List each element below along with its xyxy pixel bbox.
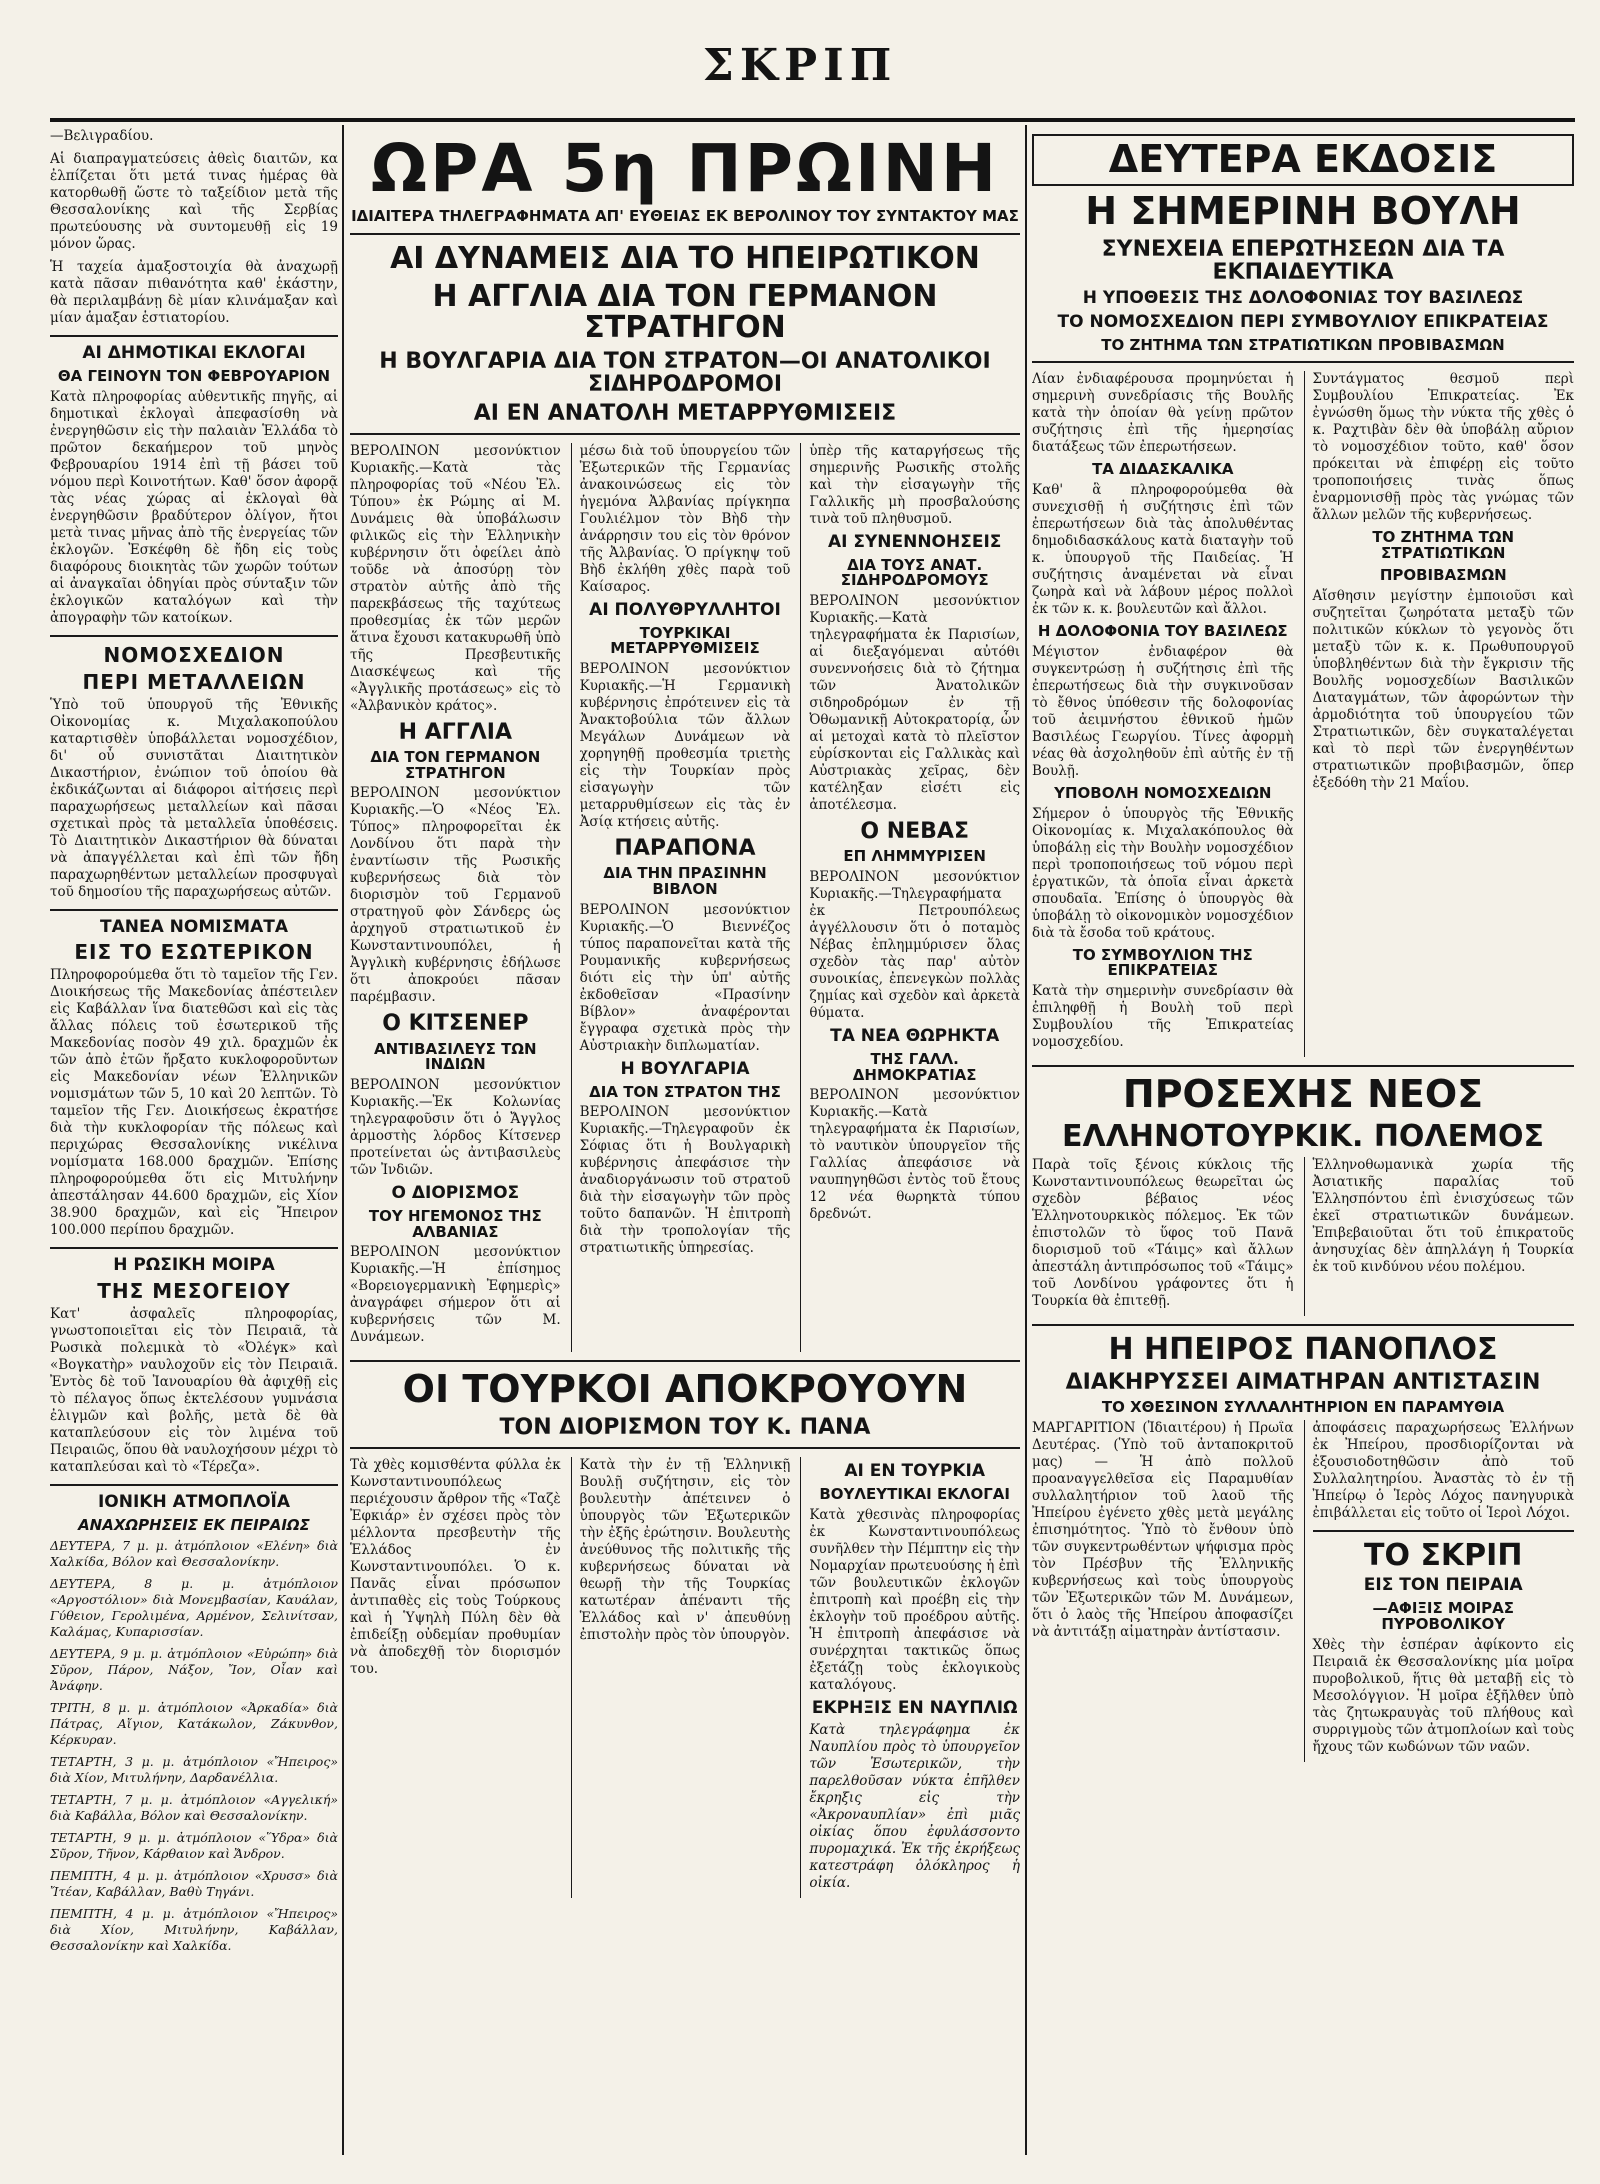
war-columns bbox=[1032, 1157, 1574, 1316]
column-divider bbox=[342, 125, 344, 2155]
article-text: Συντάγματος θεσμοῦ περὶ Συμβουλίου Ἐπικρατείας. Ἐκ ἐγνώσθη ὅμως τὴν νύκτα τῆς χθὲς ὁ κ. Ραχτιβὰν δὲν θὰ ὑποβάλῃ αὔριον τὸ νομοσχέδιον τοῦτο, καθ' ὅσον πρόκειται νὰ ἐπιφέρῃ εἰς τοῦτο τροποποιήσεις τινὰς ὅπως ἐναρμονισθῇ πρὸς τὰς γνώμας τῶν ἄλλων μελῶν τῆς κυβερνήσεως. bbox=[1312, 371, 1574, 524]
article-text: ΒΕΡΟΛΙΝΟΝ μεσονύκτιον Κυριακῆς.—Κατὰ τὰς πληροφορίας τοῦ «Νέου Ἐλ. Τύπου» ἐκ Ρώμης αἱ Μ. Δυνάμεις θὰ ὑποβάλωσιν φιλικῶς εἰς τὴν Ἑλληνικὴν κυβέρνησιν ὅτι ὀφείλει ἀπὸ τοῦδε νὰ ἀποσύρῃ τὸν στρατὸν αὐτῆς ἀπὸ τῆς παρεκβάσεως τῆς ταχύτεως προθεσμίας ἐκ τῶν μερῶν ἅτινα ἔχουσι κατακυρωθῆ ὑπὸ τῆς Πρεσβευτικῆς Διασκέψεως καὶ τῆς «Ἀγγλικῆς προτάσεως» εἰς τὸ «Ἀλβανικὸν κράτος». bbox=[350, 442, 561, 714]
article-text: Λίαν ἐνδιαφέρουσα προμηνύεται ἡ σημερινὴ συνεδρίασις τῆς Βουλῆς κατὰ τὴν ὁποίαν θὰ γείνῃ πρῶτον συζήτησις ἐπὶ τῆς ἡμερησίας διατάξεως τῶν ἐπερωτήσεων. bbox=[1032, 371, 1294, 456]
middle-column bbox=[350, 128, 1020, 2148]
article-text: ΒΕΡΟΛΙΝΟΝ μεσονύκτιον Κυριακῆς.—Ἡ ἐπίσημος «Βορειογερμανικὴ Ἐφημερὶς» ἀναγράφει σήμερον ὅτι αἱ κυβερνήσεις τῶν Μ. Δυνάμεων. bbox=[350, 1244, 561, 1346]
subheadline: ΕΠ ΛΗΜΜΥΡΙΣΕΝ bbox=[843, 847, 986, 866]
telegram-column bbox=[571, 443, 791, 1353]
subheadline: ΤΟΥΡΚΙΚΑΙ ΜΕΤΑΡΡΥΘΜΙΣΕΙΣ bbox=[610, 623, 760, 658]
schedule-line: ΔΕΥΤΕΡΑ, 8 μ. μ. ἀτμόπλοιον «Αργοστόλιον» διὰ Μονεμβασίαν, Καυάλαν, Γύθειον, Γερολιμένα, Αρμένον, Σελινίτσαν, Καλάμας, Κυπαρισσίαν. bbox=[50, 1575, 338, 1639]
epirus-columns bbox=[1032, 1420, 1574, 1762]
headline: Η ΣΗΜΕΡΙΝΗ ΒΟΥΛΗ bbox=[1085, 188, 1521, 233]
article-text: ΒΕΡΟΛΙΝΟΝ μεσονύκτιον Κυριακῆς.—Ὁ Βιεννέζος τύπος παραπονεῖται κατὰ τῆς Ρουμανικῆς κυβερνήσεως διότι εἰς τὴν ὑπ' αὐτῆς ἐκδοθεῖσαν «Πρασίνην Βίβλον» ἀναφέρονται ἔγγραφα σχετικὰ πρὸς τὴν Αὐστριακὴν διπλωματίαν. bbox=[579, 901, 791, 1054]
divider bbox=[1032, 361, 1574, 363]
subheadline: ΠΕΡΙ ΜΕΤΑΛΛΕΙΩΝ bbox=[82, 669, 306, 694]
divider bbox=[350, 233, 1020, 235]
subheadline: ΒΟΥΛΕΥΤΙΚΑΙ ΕΚΛΟΓΑΙ bbox=[819, 1485, 1010, 1504]
headline: Η ΒΟΥΛΓΑΡΙΑ bbox=[620, 1058, 750, 1079]
subheadline: ΤΟΥ ΗΓΕΜΟΝΟΣ ΤΗΣ ΑΛΒΑΝΙΑΣ bbox=[368, 1206, 542, 1241]
divider bbox=[1032, 1065, 1574, 1067]
article-text: ΒΕΡΟΛΙΝΟΝ μεσονύκτιον Κυριακῆς.—Κατὰ τηλεγραφήματα ἐκ Παρισίων, τὸ ναυτικὸν ὑπουργεῖον τῆς Γαλλίας ἀπεφάσισε νὰ ναυπηγηθῶσι ἐντὸς τοῦ ἔτους 12 νέα θωρηκτὰ τύπου δρεδνώτ. bbox=[809, 1087, 1020, 1223]
headline: Η ΑΓΓΛΙΑ ΔΙΑ ΤΟΝ ΓΕΡΜΑΝΟΝ ΣΤΡΑΤΗΓΟΝ bbox=[432, 278, 938, 346]
headline: ΕΛΛΗΝΟΤΟΥΡΚΙΚ. ΠΟΛΕΜΟΣ bbox=[1062, 1119, 1544, 1155]
headline: ΑΙ ΕΝ ΑΝΑΤΟΛΗ ΜΕΤΑΡΡΥΘΜΙΣΕΙΣ bbox=[473, 400, 897, 426]
article-text: μέσω διὰ τοῦ ὑπουργείου τῶν Ἐξωτερικῶν τῆς Γερμανίας ἀνακοινώσεως εἰς τὸν ἡγεμόνα Ἀλβανίας πρίγκηπα Γουλιέλμον τὸν Βὴδ τὴν ἀνάρρησιν του εἰς τὸν θρόνον τῆς Ἀλβανίας. Ὁ πρίγκηψ τοῦ Βὴδ ἐκλήθη χθὲς παρὰ τοῦ Καίσαρος. bbox=[579, 442, 791, 595]
article-text: Σήμερον ὁ ὑπουργὸς τῆς Ἐθνικῆς Οἰκονομίας κ. Μιχαλακόπουλος θὰ ὑποβάλῃ εἰς τὴν Βουλὴν νομοσχέδιον περὶ τροποποιήσεως τοῦ νόμου περὶ ἐργατικῶν, τὰ ὁποῖα εἶναι ἀρκετὰ σπουδαῖα. Ἐπίσης ὁ ὑπουργὸς θὰ ὑποβάλῃ τὸ οἰκονομικὸν νομοσχέδιον διὰ τὰ ἔσοδα τοῦ κράτους. bbox=[1032, 805, 1294, 941]
article-text: ΜΑΡΓΑΡΙΤΙΟΝ (Ἰδιαιτέρου) ἡ Πρωΐα Δευτέρας. (Ὑπὸ τοῦ ἀνταποκριτοῦ μας) — Ἡ ἀπὸ πολλοῦ προαναγγελθεῖσα εἰς Παραμυθίαν συλλαλητήριον τοῦ λαοῦ τῆς Ἠπείρου ἐγένετο χθὲς μετὰ μεγάλης ἐπισημότητος. Ὑπὸ τὸ ἔνθουν ὑπὸ τῶν συγκεντρωθέντων ψήφισμα πρὸς τὸν Πρέσβυν τῆς Ἑλληνικῆς κυβερνήσεως καὶ τοὺς ὑπουργοὺς τῶν Ἐξωτερικῶν τῶν Μ. Δυνάμεων, ὅτι ὁ λαὸς τῆς Ἠπείρου ἀποφασίζει νὰ ἀντιτάξῃ αἱματηρὰν ἀντίστασιν. bbox=[1032, 1419, 1294, 1640]
subheadline: ΥΠΟΒΟΛΗ ΝΟΜΟΣΧΕΔΙΩΝ bbox=[1054, 783, 1272, 802]
bottom-columns bbox=[350, 1457, 1020, 1897]
intro-line: Ἡ ταχεία ἀμαξοστοιχία θὰ ἀναχωρῇ κατὰ πᾶσαν πιθανότητα καθ' ἑκάστην, θὰ περιλαμβάνῃ δὲ μίαν κλινάμαξαν καὶ μίαν ἁμαξαν ἑστιατορίου. bbox=[50, 259, 338, 326]
headline: Ο ΝΕΒΑΣ bbox=[860, 819, 969, 845]
headline: ΑΙ ΔΗΜΟΤΙΚΑΙ ΕΚΛΟΓΑΙ bbox=[82, 343, 306, 363]
headline: ΑΙ ΕΝ ΤΟΥΡΚΙΑ bbox=[844, 1461, 985, 1482]
schedule-line: ΠΕΜΠΤΗ, 4 μ. μ. ἀτμόπλοιον «Χρυσσ» διὰ Ἴτέαν, Καβάλλαν, Βαθὺ Τηγάνι. bbox=[50, 1867, 338, 1899]
parliament-column bbox=[1032, 371, 1294, 1057]
article-text: Τὰ χθὲς κομισθέντα φύλλα ἐκ Κωνσταντινουπόλεως περιέχουσιν ἄρθρον τῆς «Ταζὲ Ἐφκιάρ» ἐν σχέσει πρὸς τὸν μέλλοντα πρεσβευτὴν τῆς Ἑλλάδος ἐν Κωνσταντινουπόλει. Ὁ κ. Πανᾶς εἶναι πρόσωπον ἀντιπαθὲς εἰς τοὺς Τούρκους καὶ ἡ Ὑψηλὴ Πύλη δὲν θὰ ἐπιδείξῃ οὐδεμίαν προθυμίαν νὰ ἀποδεχθῇ τὸν διορισμόν του. bbox=[350, 1457, 561, 1678]
article-text: Ἑλληνοθωμανικὰ χωρία τῆς Ἀσιατικῆς παραλίας τοῦ Ἑλλησπόντου ἐπὶ ἐνισχύσεως τῶν ἐκεῖ στρατιωτικῶν δυνάμεων. Ἐπιβεβαιοῦται ὅτι τοῦ ἐπικρατοῦς ἀνησυχίας δὲν ἀπηλλάγη ἡ Τουρκία ἐκ τοῦ κινδύνου νέου πολέμου. bbox=[1312, 1156, 1574, 1275]
subheadline: ΔΙΑ ΤΟΝ ΣΤΡΑΤΟΝ ΤΗΣ bbox=[589, 1082, 781, 1101]
article-text: Μέγιστον ἐνδιαφέρον θὰ συγκεντρώσῃ ἡ συζήτησις ἐπὶ τῆς ἐπερωτήσεως διὰ τὴν συγκινοῦσαν τὸ ἔθνος ὑπόθεσιν τῆς δολοφονίας τοῦ ἀειμνήστου ἐθνικοῦ ἡμῶν Βασιλέως Γεωργίου. Τίνες ἀφορμὴ νέας θὰ ἀσχοληθοῦν ἐπὶ αὐτῆς ἐν τῇ Βουλῇ. bbox=[1032, 643, 1294, 779]
article-text: Κατ' ἀσφαλεῖς πληροφορίας, γνωστοποιεῖται εἰς τὸν Πειραιᾶ, τὰ Ρωσικὰ πολεμικὰ τὸ «Ὀλέγκ» καὶ «Βογκατὴρ» ναυλοχοῦν εἰς τὸν Πειραιᾶ. Ἐντὸς δὲ τοῦ Ἰανουαρίου θὰ ἀφιχθῇ εἰς τὸ πέλαγος ὅπως ἐκτελέσουν γυμνάσια ἐλιγμῶν καὶ βολῆς, μετὰ δὲ θὰ καταπλεύσουν εἰς τὸν λιμένα τοῦ Πειραιῶς, ὅπου θὰ ναυλοχήσουν μέχρι τὸ καταπλεύσαι καὶ τὸ «Τέρεζα». bbox=[50, 1306, 338, 1476]
article-text: ΒΕΡΟΛΙΝΟΝ μεσονύκτιον Κυριακῆς.—Τηλεγραφήματα ἐκ Πετρουπόλεως ἀγγέλλουσιν ὅτι ὁ ποταμὸς Νέβας ἐπλημμύρισεν ὅλας σχεδὸν τὰς παρ' αὐτὸν συνοικίας, ἐπενεγκὼν πολλὰς ζημίας καὶ σχεδὸν καὶ ἀρκετὰ θύματα. bbox=[809, 869, 1020, 1022]
divider bbox=[50, 1247, 338, 1249]
headline: ΝΟΜΟΣΧΕΔΙΟΝ bbox=[103, 642, 285, 667]
schedule-line: ΤΕΤΑΡΤΗ, 3 μ. μ. ἀτμόπλοιον «Ἤπειρος» διὰ Χίον, Μιτυλήνην, Δαρδανέλλια. bbox=[50, 1753, 338, 1785]
bottom-column bbox=[350, 1457, 561, 1897]
epirus-column bbox=[1304, 1420, 1575, 1762]
headline: ΕΚΡΗΞΙΣ ΕΝ ΝΑΥΠΛΙΩ bbox=[811, 1697, 1018, 1718]
article-text: ΒΕΡΟΛΙΝΟΝ μεσονύκτιον Κυριακῆς.—Ὁ «Νέος Ἐλ. Τύπος» πληροφορεῖται ἐκ Λονδίνου ὅτι παρὰ τὴν ἐναντίωσιν τῆς Ρωσικῆς κυβερνήσεως διὰ τὸν διορισμὸν τοῦ Γερμανοῦ στρατηγοῦ φὸν Σάνδερς ὡς ἀρχηγοῦ στρατιωτικοῦ ἐν Κωνσταντινουπόλει, ἡ Ἀγγλικὴ κυβέρνησις ἐδήλωσε ὅτι ἀποκρούει πᾶσαν παρέμβασιν. bbox=[350, 785, 561, 1006]
headline: Ο ΚΙΤΣΕΝΕΡ bbox=[382, 1011, 529, 1037]
divider bbox=[50, 1484, 338, 1486]
divider bbox=[50, 335, 338, 337]
headline: ΔΙΑΚΗΡΥΣΣΕΙ ΑΙΜΑΤΗΡΑΝ ΑΝΤΙΣΤΑΣΙΝ bbox=[1065, 1370, 1541, 1396]
war-column bbox=[1032, 1157, 1294, 1316]
headline: ΟΙ ΤΟΥΡΚΟΙ ΑΠΟΚΡΟΥΟΥΝ bbox=[402, 1367, 968, 1412]
subheadline: ΤΟ ΣΥΜΒΟΥΛΙΟΝ ΤΗΣ ΕΠΙΚΡΑΤΕΙΑΣ bbox=[1072, 945, 1253, 980]
article-text: Κατὰ χθεσινὰς πληροφορίας ἐκ Κωνσταντινουπόλεως συνῆλθεν τὴν Πέμπτην εἰς τὴν Νομαρχίαν πρωτευούσης ἡ ἐπὶ τῶν βουλευτικῶν ἐκλογῶν ἐπιτροπὴ καὶ προέβη εἰς τὴν ἐκλογὴν τοῦ προέδρου αὐτῆς. Ἡ ἐπιτροπὴ ἀπεφάσισε νὰ συνέρχηται τακτικῶς ὅπως ἐξετάζῃ τοὺς ἐκλογικοὺς καταλόγους. bbox=[809, 1506, 1020, 1693]
masthead: ΣΚΡΙΠ bbox=[702, 40, 898, 91]
article-text: Χθὲς τὴν ἑσπέραν ἀφίκοντο εἰς Πειραιᾶ ἐκ Θεσσαλονίκης μία μοῖρα πυροβολικοῦ, ἥτις θὰ μεταβῇ εἰς τὸ Μεσολόγγιον. Ἡ μοῖρα ἐξῆλθεν ὑπὸ τὰς ζητωκραυγὰς τοῦ πλήθους καὶ συρριγμοὺς τῶν ἀτμοπλοίων καὶ τοὺς ἤχους τῶν κωδώνων τῶν ναῶν. bbox=[1312, 1636, 1574, 1755]
divider bbox=[50, 909, 338, 911]
war-column bbox=[1304, 1157, 1575, 1316]
article-text: Κατὰ τὴν ἐν τῇ Ἑλληνικῇ Βουλῇ συζήτησιν, εἰς τὸν βουλευτὴν ἀπέτεινεν ὁ ὑπουργὸς τῶν Ἐξωτερικῶν τὴν ἐξῆς ἐρώτησιν. Βουλευτὴς ἀνεύθυνος τῆς πολιτικῆς τῆς κυβερνήσεως δύναται νὰ θεωρῇ τὴν τῆς Τουρκίας κατωτέραν ἀπέναντι τῆς Ἑλλάδος καὶ ν' ἀπευθύνῃ ἐπιστολὴν πρὸς τὸν ὑπουργὸν. bbox=[579, 1457, 791, 1644]
schedule-line: ΔΕΥΤΕΡΑ, 7 μ. μ. ἀτμόπλοιον «Ελένη» διὰ Χαλκίδα, Βόλον καὶ Θεσσαλονίκην. bbox=[50, 1537, 338, 1569]
headline: Ο ΔΙΟΡΙΣΜΟΣ bbox=[391, 1183, 520, 1204]
intro-line: —Βελιγραδίου. bbox=[50, 128, 154, 144]
article-text: Ὑπὸ τοῦ ὑπουργοῦ τῆς Ἐθνικῆς Οἰκονομίας κ. Μιχαλακοπούλου καταρτισθὲν ὑποβάλλεται νομοσχέδιον, δι' οὗ συνιστᾶται Διαιτητικὸν Δικαστήριον, ἐνώπιον τοῦ ὁποίου θὰ ἐκδικάζωνται αἱ διάφοροι αἰτήσεις περὶ παραχωρήσεως μεταλλείων καὶ πᾶσαι σχετικαὶ πρὸς τὰ μεταλλεῖα ὑποθέσεις. Τὸ Διαιτητικὸν Δικαστήριον θὰ δύναται νὰ ἀπαγγέλλεται καὶ ἐπὶ τῶν ἤδη παραχωρηθέντων μεταλλείων προσφυγαὶ τοῦ δημοσίου τῆς παραχωρήσεως αὐτῶν. bbox=[50, 696, 338, 900]
headline: Η ΥΠΟΘΕΣΙΣ ΤΗΣ ΔΟΛΟΦΟΝΙΑΣ ΤΟΥ ΒΑΣΙΛΕΩΣ bbox=[1082, 287, 1524, 308]
headline: ΠΡΟΣΕΧΗΣ ΝΕΟΣ bbox=[1122, 1072, 1484, 1117]
banner-headline: ΩΡΑ 5η ΠΡΩΙΝΗ bbox=[370, 130, 1000, 207]
subheadline: Η ΔΟΛΟΦΟΝΙΑ ΤΟΥ ΒΑΣΙΛΕΩΣ bbox=[1037, 622, 1288, 641]
parliament-column bbox=[1304, 371, 1575, 1057]
headline: ΙΟΝΙΚΗ ΑΤΜΟΠΛΟΪΑ bbox=[97, 1492, 291, 1513]
headline: ΤΑ ΝΕΑ ΘΩΡΗΚΤΑ bbox=[830, 1026, 1000, 1047]
headline: ΤΑΝΕΑ ΝΟΜΙΣΜΑΤΑ bbox=[99, 916, 289, 937]
divider bbox=[350, 1447, 1020, 1449]
article-text: Κατὰ πληροφορίας αὐθεντικῆς πηγῆς, αἱ δημοτικαὶ ἐκλογαὶ ἀπεφασίσθη νὰ ἐνεργηθῶσιν εἰς τὴν παλαιὰν Ἑλλάδα τὸ πρῶτον δεκαήμερον τοῦ μηνὸς Φεβρουαρίου 1914 ἐπὶ τῇ βάσει τοῦ νόμου περὶ Κοινοτήτων. Καθ' ὅσον ἀφορᾷ τὰς νέας χώρας αἱ ἐκλογαὶ θὰ ἐνεργηθῶσιν βραδύτερον ὀλίγον, ἤτοι μετὰ τινας μῆνας ἀπὸ τῆς ἐνεργείας τῶν ἐκλογῶν. Ἐσκέφθη δὲ ἤδη εἰς τοὺς διαφόρους διοικητὰς τῶν χωρῶν τούτων αἱ ἀναγκαῖαι ὁδηγίαι πρὸς σύνταξιν τῶν ἐκλογικῶν καταλόγων καὶ τὴν ἀπογραφὴν τῶν κατοίκων. bbox=[50, 388, 338, 626]
right-column bbox=[1032, 128, 1574, 2148]
subheadline: ΑΝΤΙΒΑΣΙΛΕΥΣ ΤΩΝ ΙΝΔΙΩΝ bbox=[374, 1039, 537, 1074]
headline: Η ΑΓΓΛΙΑ bbox=[398, 719, 513, 745]
headline: ΠΑΡΑΠΟΝΑ bbox=[614, 836, 756, 862]
article-text: Καθ' ἃ πληροφορούμεθα θὰ συνεχισθῇ ἡ συζήτησις ἐπὶ τῶν ἐπερωτήσεων διὰ τὰς ἀπολυθέντας δημοδιδασκάλους κατὰ διαταγὴν τοῦ κ. ὑπουργοῦ τῆς Παιδείας. Ἡ συζήτησις ἀναμένεται νὰ εἶναι ζωηρὰ καὶ νὰ λάβουν μέρος πολλοὶ ἐκ τῶν κ. κ. βουλευτῶν καὶ ἄλλοι. bbox=[1032, 482, 1294, 618]
subheadline: ΕΙΣ ΤΟΝ ΠΕΙΡΑΙΑ bbox=[1363, 1575, 1523, 1596]
article-text: ΒΕΡΟΛΙΝΟΝ μεσονύκτιον Κυριακῆς.—Ἐκ Κολωνίας τηλεγραφοῦσιν ὅτι ὁ Ἄγγλος ἀρμοστὴς λόρδος Κίτσενερ προτείνεται ὡς ἀντιβασιλεὺς τῶν Ἰνδιῶν. bbox=[350, 1077, 561, 1179]
subheadline: ΤΑ ΔΙΔΑΣΚΑΛΙΚΑ bbox=[1092, 460, 1234, 479]
subheadline: ΔΙΑ ΤΗΝ ΠΡΑΣΙΝΗΝ ΒΙΒΛΟΝ bbox=[603, 864, 767, 899]
column-divider bbox=[1025, 125, 1027, 2155]
article-text: Παρὰ τοῖς ξένοις κύκλοις τῆς Κωνσταντινουπόλεως θεωρεῖται ὡς σχεδὸν βέβαιος νέος Ἑλληνοτουρκικὸς πόλεμος. Ἐκ τῶν ἐπιστολῶν τὸ ὕφος τοῦ Πανᾶ διορισμοῦ τοῦ «Τάιμς» καὶ ἄλλων ἀπεστάλη ἀντιπρόσωπος τοῦ «Τάιμς» τοῦ Λονδίνου γράφοντες ὅτι ἡ Τουρκία θὰ ἐπιτεθῇ. bbox=[1032, 1156, 1294, 1309]
parliament-columns bbox=[1032, 371, 1574, 1057]
banner-headline: ΔΕΥΤΕΡΑ ΕΚΔΟΣΙΣ bbox=[1032, 134, 1574, 186]
subheadline: ΠΡΟΒΙΒΑΣΜΩΝ bbox=[1379, 565, 1507, 584]
headline: Η ΗΠΕΙΡΟΣ ΠΑΝΟΠΛΟΣ bbox=[1108, 1331, 1498, 1367]
subheadline: ΤΗΣ ΜΕΣΟΓΕΙΟΥ bbox=[97, 1279, 291, 1304]
subheadline: ΤΟ ΖΗΤΗΜΑ ΤΩΝ ΣΤΡΑΤΙΩΤΙΚΩΝ ΠΡΟΒΙΒΑΣΜΩΝ bbox=[1101, 335, 1505, 354]
headline: ΣΥΝΕΧΕΙΑ ΕΠΕΡΩΤΗΣΕΩΝ ΔΙΑ ΤΑ ΕΚΠΑΙΔΕΥΤΙΚΑ bbox=[1101, 236, 1505, 285]
divider bbox=[1313, 1530, 1575, 1532]
headline: ΤΟ ΣΚΡΙΠ bbox=[1364, 1537, 1523, 1573]
masthead-rule bbox=[50, 118, 1575, 122]
telegram-column bbox=[350, 443, 561, 1353]
bottom-column bbox=[800, 1457, 1020, 1897]
article-text: Κατὰ τὴν σημερινὴν συνεδρίασιν θὰ ἐπιληφθῇ ἡ Βουλὴ τοῦ περὶ Συμβουλίου τῆς Ἐπικρατείας νομοσχεδίου. bbox=[1032, 983, 1294, 1051]
schedule-line: ΤΕΤΑΡΤΗ, 7 μ. μ. ἀτμόπλοιον «Αγγελική» διὰ Καβάλλα, Βόλον καὶ Θεσσαλονίκην. bbox=[50, 1791, 338, 1823]
schedule-line: ΠΕΜΠΤΗ, 4 μ. μ. ἀτμόπλοιον «Ἤπειρος» διὰ Χίον, Μιτυλήνην, Καβάλλαν, Θεσσαλονίκην καὶ Χαλκίδα. bbox=[50, 1905, 338, 1953]
subheadline: ΔΙΑ ΤΟΥΣ ΑΝΑΤ. ΣΙΔΗΡΟΔΡΟΜΟΥΣ bbox=[840, 555, 989, 590]
headline: ΑΙ ΣΥΝΕΝΝΟΗΣΕΙΣ bbox=[827, 531, 1002, 552]
divider bbox=[350, 433, 1020, 435]
subheadline: ΤΗΣ ΓΑΛΛ. ΔΗΜΟΚΡΑΤΙΑΣ bbox=[852, 1049, 977, 1084]
banner-subheadline: ΙΔΙΑΙΤΕΡΑ ΤΗΛΕΓΡΑΦΗΜΑΤΑ ΑΠ' ΕΥΘΕΙΑΣ ΕΚ ΒΕΡΟΛΙΝΟΥ ΤΟΥ ΣΥΝΤΑΚΤΟΥ ΜΑΣ bbox=[351, 207, 1019, 226]
headline: ΑΙ ΠΟΛΥΘΡΥΛΛΗΤΟΙ bbox=[589, 599, 781, 620]
article-text: Αἴσθησιν μεγίστην ἐμποιοῦσι καὶ συζητεῖται ζωηρότατα μεταξὺ τῶν πολιτικῶν κύκλων τὸ γεγονὸς ὅτι μεταξὺ τῶν κ. κ. Πρωθυπουργοῦ ὑποβληθέντων διὰ τὴν ἔγκρισιν τῆς Βουλῆς νομοσχεδίων Βασιλικῶν Διαταγμάτων, τῶν ἀφορώντων τὴν ἀρμοδιότητα τοῦ ὑπουργείου τῶν Στρατιωτικῶν, δὲν συγκαταλέγεται καὶ τὸ περὶ τῶν ἐνεργηθέντων στρατιωτικῶν προβιβασμῶν, ὅπερ ἐξεδόθη τὴν 21 Μαΐου. bbox=[1312, 587, 1574, 791]
subheadline: —ΑΦΙΞΙΣ ΜΟΙΡΑΣ ΠΥΡΟΒΟΛΙΚΟΥ bbox=[1372, 1599, 1515, 1633]
article-text: ΒΕΡΟΛΙΝΟΝ μεσονύκτιον Κυριακῆς.—Ἡ Γερμανικὴ κυβέρνησις ἐπρότεινεν εἰς τὰ Ἀνακτοβούλια τῶν ἄλλων Μεγάλων Δυνάμεων νὰ χορηγηθῇ προθεσμία τριετὴς εἰς τὴν Τουρκίαν πρὸς εἰσαγωγὴν τῶν μεταρρυθμίσεων εἰς τὰς ἐν Ἀσίᾳ κτήσεις αὐτῆς. bbox=[579, 661, 791, 831]
article-text: Πληροφορούμεθα ὅτι τὸ ταμεῖον τῆς Γεν. Διοικήσεως τῆς Μακεδονίας ἀπέστειλεν εἰς Καβάλλαν ἵνα διατεθῶσι καὶ εἰς τὰς ἄλλας πόλεις τοῦ ἐσωτερικοῦ τῆς Μακεδονίας ποσὸν 49 χιλ. δραχμῶν ἐκ τῶν ἀπὸ ἐτῶν ἤρξατο κυκλοφοροῦντων εἰς Μακεδονίαν νέων Ἑλληνικῶν νομισμάτων τῶν 5, 10 καὶ 20 λεπτῶν. Τὸ ταμεῖον τῆς Γεν. Διοικήσεως ἐκρατήσε διὰ τὴν κυκλοφορίαν τῆς πόλεως καὶ περιχώρας Θεσσαλονίκης νικέλινα νομίσματα 168.000 δραχμῶν. Ἐπίσης πληροφορούμεθα ὅτι εἰς Μιτυλήνην ἀπεστάλησαν 44.600 δραχμῶν, εἰς Χίον 38.900 δραχμῶν, καὶ εἰς Ἤπειρον 100.000 περίπου δραχμῶν. bbox=[50, 967, 338, 1239]
headline: ΤΟ ΝΟΜΟΣΧΕΔΙΟΝ ΠΕΡΙ ΣΥΜΒΟΥΛΙΟΥ ΕΠΙΚΡΑΤΕΙΑΣ bbox=[1057, 311, 1549, 332]
subheadline: ΤΟΝ ΔΙΟΡΙΣΜΟΝ ΤΟΥ Κ. ΠΑΝΑ bbox=[499, 1415, 871, 1441]
article-text: ὑπὲρ τῆς καταργήσεως τῆς σημερινῆς Ρωσικῆς στολῆς καὶ τὴν εἰσαγωγὴν τῆς Γαλλικῆς μὴ προσβαλούσης τινὰ τοῦ πληθυσμοῦ. bbox=[809, 442, 1020, 527]
schedule-line: ΤΕΤΑΡΤΗ, 9 μ. μ. ἀτμόπλοιον «Ὕδρα» διὰ Σῦρον, Τῆνον, Κάρθαιον καὶ Ἄνδρον. bbox=[50, 1829, 338, 1861]
divider bbox=[50, 635, 338, 637]
subheadline: ΘΑ ΓΕΙΝΟΥΝ ΤΟΝ ΦΕΒΡΟΥΑΡΙΟΝ bbox=[57, 366, 331, 385]
divider bbox=[350, 1360, 1020, 1362]
article-text: ΒΕΡΟΛΙΝΟΝ μεσονύκτιον Κυριακῆς.—Κατὰ τηλεγραφήματα ἐκ Παρισίων, αἱ διεξαγόμεναι αὐτόθι συνεννοήσεις διὰ τὸ ζήτημα τῶν Ἀνατολικῶν σιδηροδρόμων ἐν τῇ Ὀθωμανικῇ Αὐτοκρατορίᾳ, ὧν αἱ μετοχαὶ κατὰ τὸ πλεῖστον εὑρίσκονται εἰς Γαλλικὰς καὶ Αὐστριακὰς χεῖρας, δὲν κατέληξαν εἰσέτι εἰς ἀποτέλεσμα. bbox=[809, 593, 1020, 814]
subheadline: ΤΟ ΖΗΤΗΜΑ ΤΩΝ ΣΤΡΑΤΙΩΤΙΚΩΝ bbox=[1372, 528, 1515, 563]
divider bbox=[1032, 1324, 1574, 1326]
headline: ΑΙ ΔΥΝΑΜΕΙΣ ΔΙΑ ΤΟ ΗΠΕΙΡΩΤΙΚΟΝ bbox=[390, 241, 980, 277]
article-text: ΒΕΡΟΛΙΝΟΝ μεσονύκτιον Κυριακῆς.—Τηλεγραφοῦν ἐκ Σόφιας ὅτι ἡ Βουλγαρικὴ κυβέρνησις ἀπεφάσισε τὴν ἀναδιοργάνωσιν τοῦ στρατοῦ διὰ τὴν εἰσαγωγὴν τῶν πρὸς τοῦτο δαπανῶν. Ἡ ἐπιτροπὴ διὰ τὴν τροπολογίαν τῆς στρατιωτικῆς ὑπηρεσίας. bbox=[579, 1104, 791, 1257]
epirus-column bbox=[1032, 1420, 1294, 1762]
headline: Η ΡΩΣΙΚΗ ΜΟΙΡΑ bbox=[113, 1255, 275, 1276]
article-text: ἀποφάσεις παραχωρήσεως Ἐλλήνων ἐκ Ἠπείρου, προσδιορίζονται νὰ ἐξουσιοδοτηθῶσιν ἀπὸ τοῦ Συλλαλητηρίου. Ἀναστὰς τὸ ἐν τῇ Ἠπείρῳ ὁ Ἱερὸς Λόχος πανηγυρικὰ ἐπιβάλλεται εἰς τοῦτο οἱ Ἱεροὶ Λόχοι. bbox=[1312, 1419, 1574, 1521]
bottom-column bbox=[571, 1457, 791, 1897]
left-column bbox=[50, 128, 338, 2148]
subheadline: ΔΙΑ ΤΟΝ ΓΕΡΜΑΝΟΝ ΣΤΡΑΤΗΓΟΝ bbox=[370, 747, 541, 782]
subheadline: ΕΙΣ ΤΟ ΕΣΩΤΕΡΙΚΟΝ bbox=[74, 940, 314, 965]
telegram-columns bbox=[350, 443, 1020, 1353]
article-text: Κατὰ τηλεγράφημα ἐκ Ναυπλίου πρὸς τὸ ὑπουργεῖον τῶν Ἐσωτερικῶν, τὴν παρελθοῦσαν νύκτα ἐπῆλθεν ἔκρηξις εἰς τὴν «Ἀκροναυπλίαν» ἐπὶ μιᾶς οἰκίας ὅπου ἐφυλάσσοντο πυρομαχικά. Ἐκ τῆς ἐκρήξεως κατεστράφη ὁλόκληρος ἡ οἰκία. bbox=[809, 1721, 1020, 1891]
telegram-column bbox=[800, 443, 1020, 1353]
schedule-line: ΔΕΥΤΕΡΑ, 9 μ. μ. ἀτμόπλοιον «Εὐρώπη» διὰ Σῦρον, Πάρον, Νάξον, Ἴον, Οἶαν καὶ Ἀνάφην. bbox=[50, 1645, 338, 1693]
headline: Η ΒΟΥΛΓΑΡΙΑ ΔΙΑ ΤΟΝ ΣΤΡΑΤΟΝ—ΟΙ ΑΝΑΤΟΛΙΚΟΙ ΣΙΔΗΡΟΔΡΟΜΟΙ bbox=[379, 348, 991, 397]
schedule-line: ΤΡΙΤΗ, 8 μ. μ. ἀτμόπλοιον «Ἀρκαδία» διὰ Πάτρας, Αἴγιον, Κατάκωλον, Ζάκυνθον, Κέρκυραν. bbox=[50, 1699, 338, 1747]
intro-line: Αἱ διαπραγματεύσεις ἀθεὶς διαιτῶν, κα ἐλπίζεται ὅτι μετά τινας ἡμέρας θὰ κατορθωθῇ ὥστε τὸ ταξείδιον μετὰ τῆς Θεσσαλονίκης καὶ τῆς Σερβίας πρωτεύουσης νὰ συντομευθῇ εἰς 19 μόνον ὥρας. bbox=[50, 151, 338, 252]
subheadline: ΑΝΑΧΩΡΗΣΕΙΣ ΕΚ ΠΕΙΡΑΙΩΣ bbox=[78, 1516, 310, 1535]
subheadline: ΤΟ ΧΘΕΣΙΝΟΝ ΣΥΛΛΑΛΗΤΗΡΙΟΝ ΕΝ ΠΑΡΑΜΥΘΙΑ bbox=[1101, 1398, 1505, 1417]
